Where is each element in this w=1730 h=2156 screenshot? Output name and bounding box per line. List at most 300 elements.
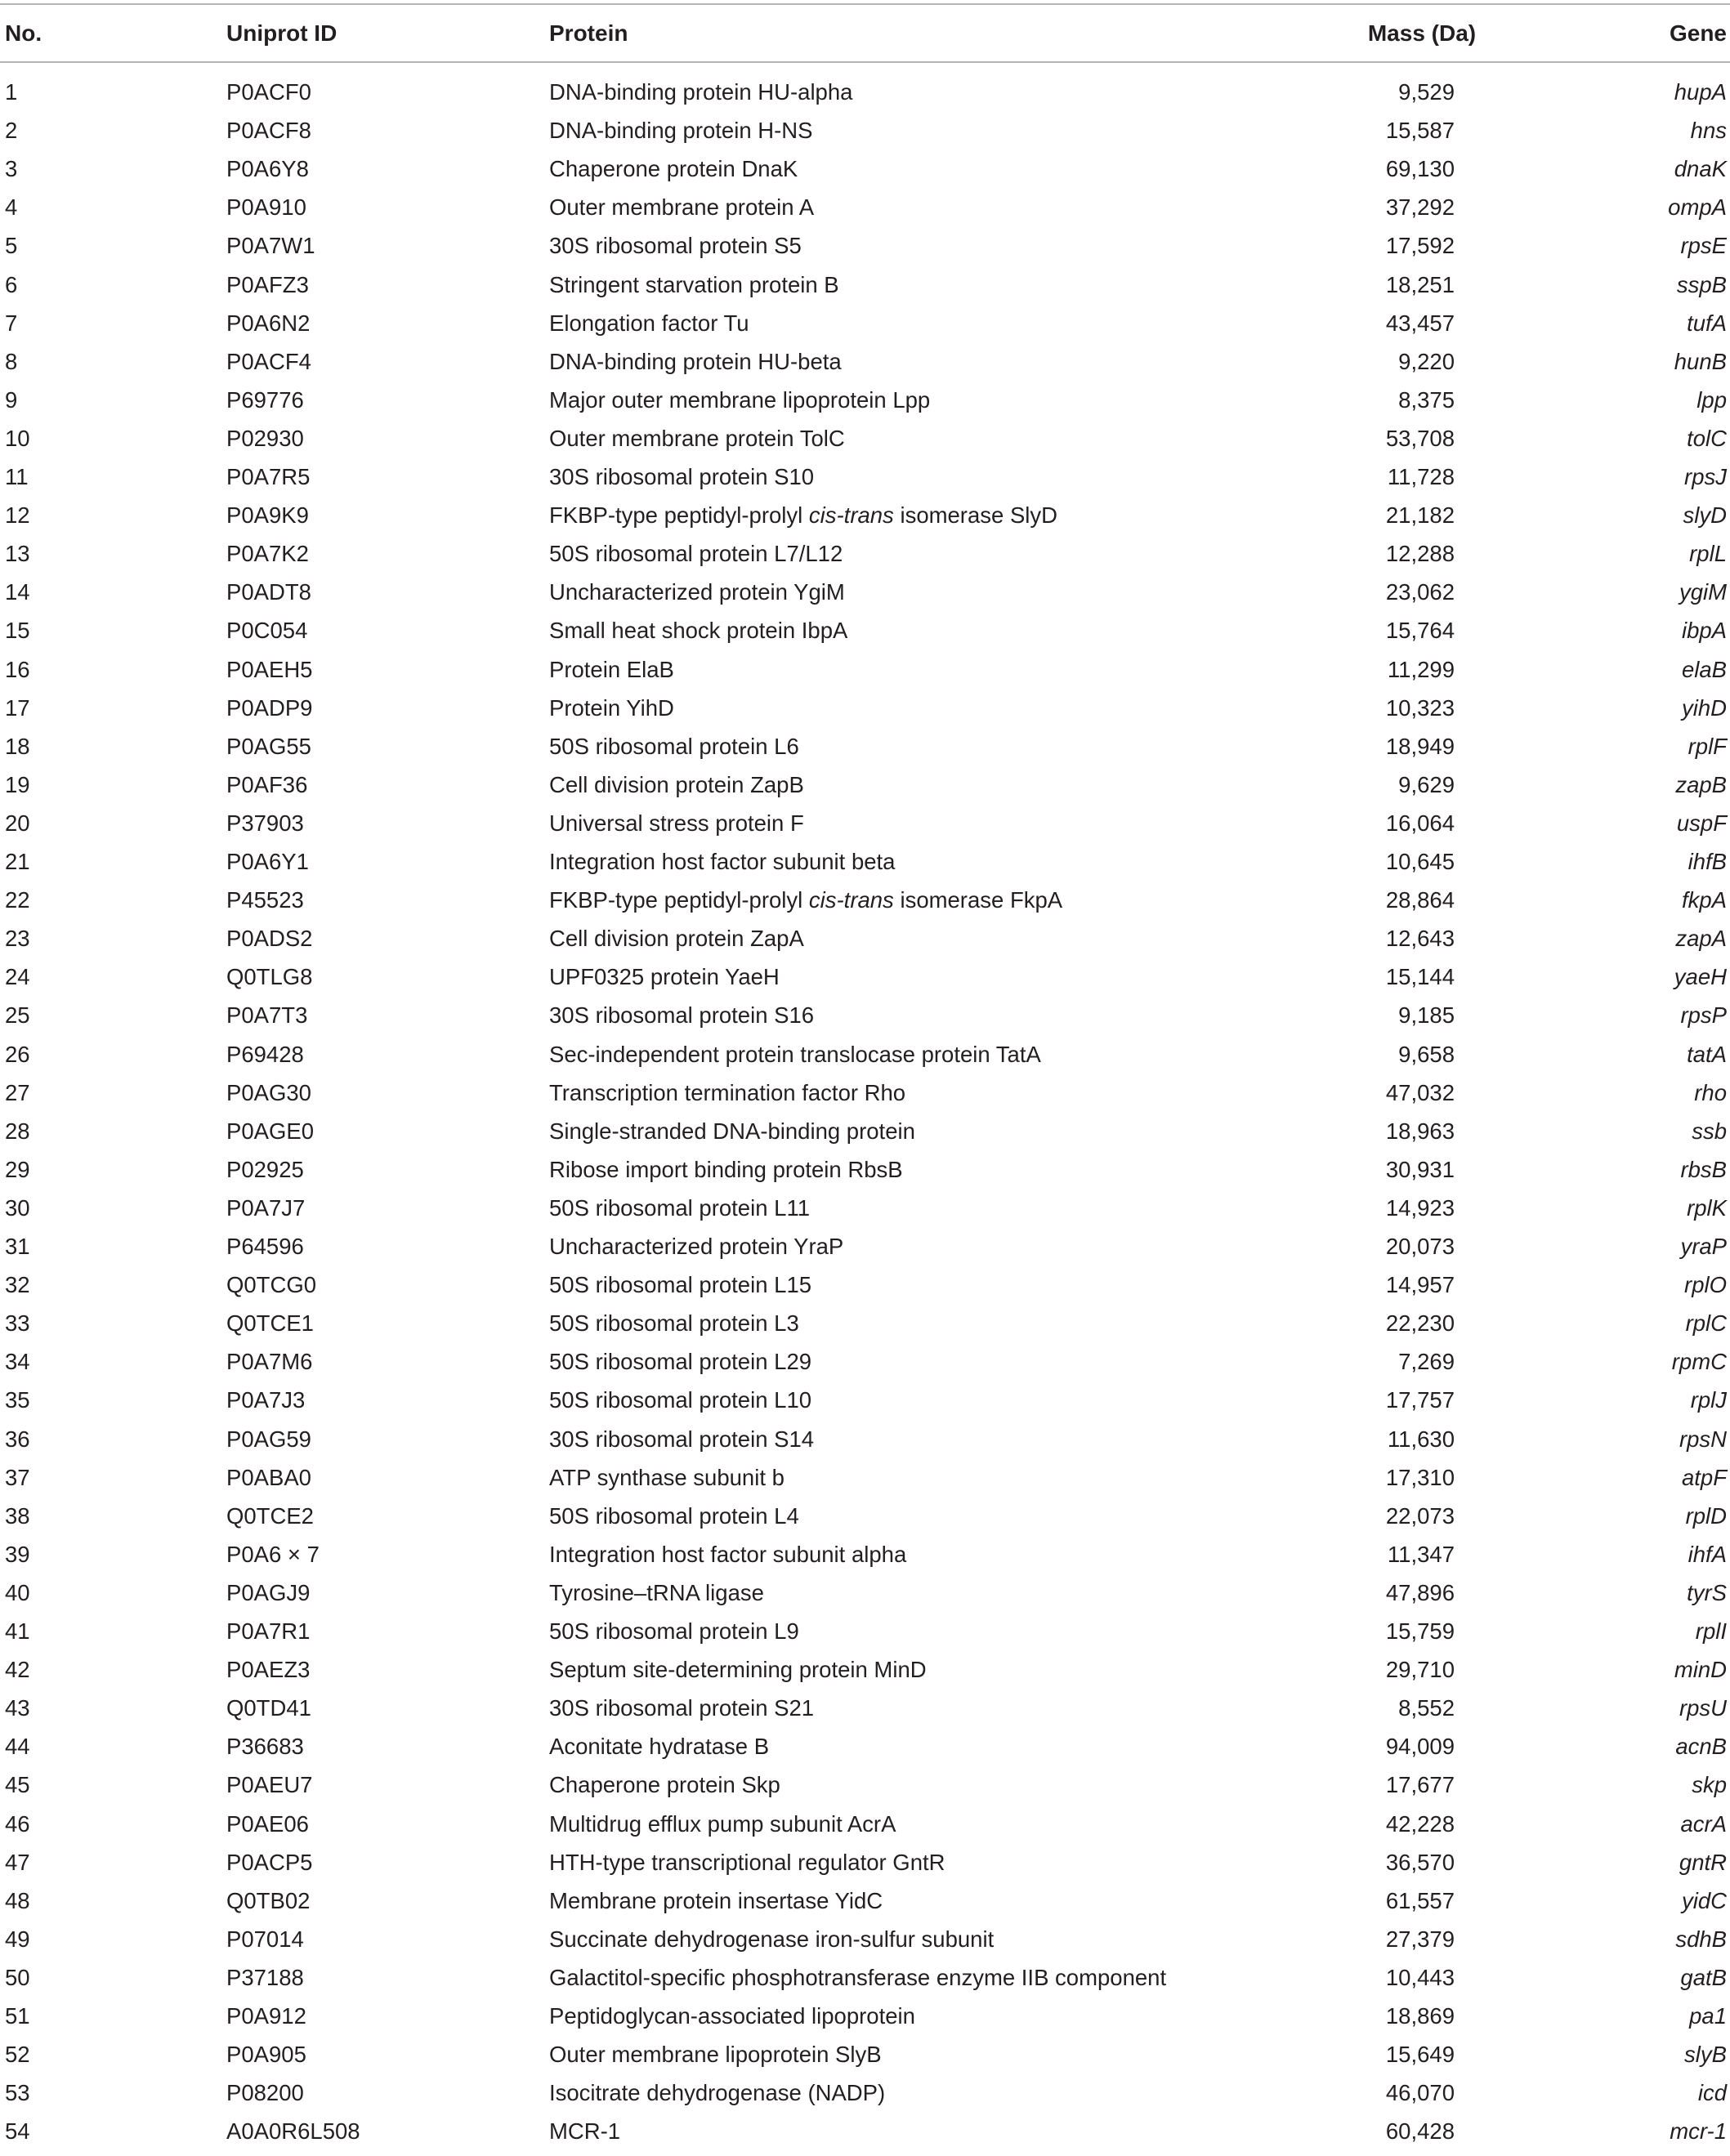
cell-no: 52: [5, 2042, 30, 2068]
cell-gene: sdhB: [1675, 1926, 1727, 1952]
cell-uniprot-id: P07014: [226, 1926, 304, 1952]
cell-gene: ompA: [1668, 194, 1727, 221]
cell-mass: 69,130: [1385, 156, 1455, 182]
cell-uniprot-id: P0A9K9: [226, 502, 309, 529]
table-row: [0, 1727, 1730, 1765]
cell-no: 12: [5, 502, 30, 529]
cell-uniprot-id: Q0TCE1: [226, 1310, 314, 1337]
cell-mass: 9,220: [1398, 348, 1455, 374]
cell-no: 14: [5, 579, 30, 605]
cell-gene: elaB: [1681, 656, 1727, 682]
cell-no: 6: [5, 271, 18, 297]
cell-gene: fkpA: [1681, 887, 1727, 913]
cell-mass: 10,323: [1385, 694, 1455, 721]
cell-gene: rplF: [1688, 733, 1727, 759]
cell-protein: Transcription termination factor Rho: [549, 1079, 906, 1105]
cell-gene: yraP: [1680, 1234, 1727, 1259]
table-row: [0, 1920, 1730, 1958]
cell-gene: hunB: [1674, 348, 1727, 374]
cell-protein: 30S ribosomal protein S21: [549, 1695, 815, 1721]
cell-gene: mcr-1: [1670, 2118, 1727, 2145]
cell-no: 24: [5, 964, 30, 990]
table-row: [0, 1535, 1730, 1573]
cell-uniprot-id: P37188: [226, 1964, 304, 1990]
cell-protein: Sec-independent protein translocase protein TatA: [549, 1041, 1041, 1067]
cell-no: 32: [5, 1272, 30, 1298]
cell-no: 40: [5, 1579, 30, 1605]
cell-mass: 17,677: [1385, 1772, 1455, 1798]
table-row: [0, 2112, 1730, 2150]
cell-no: 51: [5, 2003, 30, 2029]
cell-uniprot-id: Q0TLG8: [226, 964, 313, 990]
table-row: [0, 1497, 1730, 1535]
cell-uniprot-id: P0ADT8: [226, 579, 311, 605]
cell-mass: 10,443: [1385, 1964, 1455, 1990]
table-row: [0, 1843, 1730, 1881]
table-row: [0, 226, 1730, 265]
table-row: [0, 611, 1730, 649]
cell-gene: yaeH: [1674, 964, 1727, 990]
cell-gene: atpF: [1681, 1464, 1727, 1490]
cell-gene: pa1: [1689, 2003, 1727, 2029]
table-row: [0, 73, 1730, 111]
cell-gene: tatA: [1687, 1041, 1727, 1067]
cell-protein: Tyrosine–tRNA ligase: [549, 1579, 764, 1605]
table-row: [0, 766, 1730, 804]
cell-gene: ihfB: [1688, 849, 1727, 874]
cell-uniprot-id: P64596: [226, 1234, 304, 1259]
cell-no: 10: [5, 425, 30, 451]
cell-uniprot-id: P0A7J3: [226, 1387, 306, 1413]
cell-uniprot-id: P0AF36: [226, 771, 308, 797]
table-row: [0, 727, 1730, 766]
cell-mass: 17,592: [1385, 233, 1455, 259]
cell-uniprot-id: P02930: [226, 425, 304, 451]
cell-mass: 28,864: [1385, 887, 1455, 913]
cell-mass: 22,073: [1385, 1502, 1455, 1529]
cell-mass: 60,428: [1385, 2118, 1455, 2145]
cell-no: 2: [5, 118, 18, 144]
table-row: [0, 1112, 1730, 1150]
cell-gene: rpsP: [1680, 1002, 1727, 1029]
cell-no: 34: [5, 1349, 30, 1375]
cell-protein: Outer membrane lipoprotein SlyB: [549, 2042, 882, 2068]
cell-no: 26: [5, 1041, 30, 1067]
cell-protein: Universal stress protein F: [549, 810, 804, 836]
table-row: [0, 150, 1730, 188]
table-row: [0, 419, 1730, 458]
cell-uniprot-id: P69776: [226, 386, 304, 413]
table-row: [0, 1189, 1730, 1227]
cell-gene: ihfA: [1688, 1541, 1727, 1567]
header-gene: Gene: [1669, 20, 1727, 46]
cell-uniprot-id: P0AGE0: [226, 1118, 315, 1144]
header-no: No.: [5, 20, 42, 46]
cell-mass: 9,629: [1398, 771, 1455, 797]
table-row: [0, 1997, 1730, 2035]
cell-protein: HTH-type transcriptional regulator GntR: [549, 1849, 945, 1875]
cell-no: 18: [5, 733, 30, 759]
cell-mass: 15,759: [1385, 1618, 1455, 1644]
cell-uniprot-id: P0AG30: [226, 1079, 311, 1105]
cell-mass: 8,552: [1398, 1695, 1455, 1721]
cell-no: 37: [5, 1464, 30, 1490]
cell-no: 41: [5, 1618, 30, 1644]
cell-no: 28: [5, 1118, 30, 1144]
table-header-row: [0, 13, 1730, 54]
cell-uniprot-id: P0A7R1: [226, 1618, 311, 1644]
cell-uniprot-id: P37903: [226, 810, 304, 836]
table-row: [0, 1265, 1730, 1304]
cell-no: 42: [5, 1657, 30, 1683]
cell-protein: Single-stranded DNA-binding protein: [549, 1118, 915, 1144]
cell-uniprot-id: P0A6Y8: [226, 156, 309, 182]
cell-mass: 18,251: [1385, 271, 1455, 297]
cell-mass: 7,269: [1398, 1349, 1455, 1375]
cell-uniprot-id: P36683: [226, 1734, 304, 1760]
cell-gene: yidC: [1681, 1887, 1727, 1913]
cell-gene: acnB: [1675, 1734, 1727, 1760]
cell-gene: rpmC: [1671, 1349, 1727, 1375]
cell-no: 33: [5, 1310, 30, 1337]
cell-protein: 50S ribosomal protein L6: [549, 733, 799, 759]
cell-protein: Aconitate hydratase B: [549, 1734, 770, 1760]
table-row: [0, 2073, 1730, 2112]
table-row: [0, 266, 1730, 304]
cell-no: 38: [5, 1502, 30, 1529]
cell-mass: 61,557: [1385, 1887, 1455, 1913]
cell-no: 46: [5, 1810, 30, 1837]
cell-mass: 14,957: [1385, 1272, 1455, 1298]
cell-uniprot-id: P0ACF8: [226, 118, 311, 144]
cell-no: 4: [5, 194, 18, 221]
cell-gene: rplI: [1695, 1618, 1727, 1644]
cell-mass: 46,070: [1385, 2080, 1455, 2106]
cell-protein: 30S ribosomal protein S5: [549, 233, 802, 259]
cell-protein: Elongation factor Tu: [549, 310, 749, 336]
cell-no: 43: [5, 1695, 30, 1721]
cell-uniprot-id: P0A6N2: [226, 310, 311, 336]
cell-protein: Small heat shock protein IbpA: [549, 618, 848, 644]
cell-no: 17: [5, 694, 30, 721]
cell-uniprot-id: P0AEZ3: [226, 1657, 311, 1683]
table-row: [0, 534, 1730, 573]
cell-mass: 11,347: [1387, 1541, 1455, 1567]
cell-protein: Membrane protein insertase YidC: [549, 1887, 883, 1913]
cell-mass: 20,073: [1385, 1234, 1455, 1259]
cell-uniprot-id: P0AG59: [226, 1426, 311, 1452]
cell-gene: sspB: [1676, 271, 1727, 297]
table-row: [0, 381, 1730, 419]
header-mass: Mass (Da): [1367, 20, 1477, 46]
cell-uniprot-id: P0ABA0: [226, 1464, 311, 1490]
cell-no: 11: [5, 464, 29, 489]
cell-gene: dnaK: [1674, 156, 1727, 182]
cell-mass: 12,288: [1385, 541, 1455, 567]
cell-protein: FKBP-type peptidyl-prolyl cis-trans isomerase FkpA: [549, 887, 1063, 913]
cell-protein: Succinate dehydrogenase iron-sulfur subunit: [549, 1926, 995, 1952]
cell-no: 20: [5, 810, 30, 836]
cell-no: 9: [5, 386, 18, 413]
cell-protein: Septum site-determining protein MinD: [549, 1657, 927, 1683]
cell-protein: 50S ribosomal protein L4: [549, 1502, 799, 1529]
cell-no: 36: [5, 1426, 30, 1452]
cell-uniprot-id: P0AFZ3: [226, 271, 309, 297]
table-header-rule: [0, 61, 1730, 63]
cell-no: 7: [5, 310, 18, 336]
cell-mass: 11,299: [1387, 656, 1455, 682]
cell-uniprot-id: P0AG55: [226, 733, 311, 759]
table-row: [0, 1035, 1730, 1074]
cell-gene: rbsB: [1680, 1156, 1727, 1182]
cell-protein: 50S ribosomal protein L11: [549, 1194, 810, 1221]
cell-gene: tolC: [1687, 425, 1727, 451]
cell-protein: 30S ribosomal protein S16: [549, 1002, 815, 1029]
cell-mass: 47,896: [1385, 1579, 1455, 1605]
cell-gene: zapB: [1675, 771, 1727, 797]
table-row: [0, 1342, 1730, 1381]
cell-no: 39: [5, 1541, 30, 1567]
cell-gene: rplO: [1684, 1272, 1727, 1298]
cell-gene: rho: [1694, 1079, 1727, 1105]
cell-protein: Stringent starvation protein B: [549, 271, 839, 297]
cell-no: 1: [5, 79, 18, 105]
cell-mass: 43,457: [1385, 310, 1455, 336]
cell-protein: 50S ribosomal protein L9: [549, 1618, 799, 1644]
cell-no: 3: [5, 156, 18, 182]
table-row: [0, 1612, 1730, 1650]
header-protein: Protein: [549, 20, 628, 46]
table-row: [0, 1765, 1730, 1804]
cell-protein: 50S ribosomal protein L10: [549, 1387, 812, 1413]
cell-protein: 30S ribosomal protein S10: [549, 464, 815, 489]
cell-uniprot-id: P0A7T3: [226, 1002, 308, 1029]
cell-no: 25: [5, 1002, 30, 1029]
table-row: [0, 1304, 1730, 1342]
table-row: [0, 957, 1730, 996]
cell-mass: 9,529: [1398, 79, 1455, 105]
cell-uniprot-id: P02925: [226, 1156, 304, 1182]
table-row: [0, 1805, 1730, 1843]
cell-uniprot-id: Q0TD41: [226, 1695, 311, 1721]
cell-mass: 16,064: [1385, 810, 1455, 836]
cell-uniprot-id: P0A7J7: [226, 1194, 306, 1221]
cell-no: 50: [5, 1964, 30, 1990]
cell-gene: yihD: [1681, 694, 1727, 721]
cell-uniprot-id: P0A7W1: [226, 233, 315, 259]
cell-gene: hns: [1690, 118, 1727, 144]
cell-uniprot-id: P69428: [226, 1041, 304, 1067]
cell-gene: skp: [1692, 1772, 1727, 1798]
cell-uniprot-id: P0AE06: [226, 1810, 309, 1837]
cell-mass: 11,630: [1387, 1426, 1455, 1452]
cell-uniprot-id: P08200: [226, 2080, 304, 2106]
table-row: [0, 804, 1730, 842]
cell-uniprot-id: P0ACF0: [226, 79, 311, 105]
table-row: [0, 2035, 1730, 2073]
cell-protein: 30S ribosomal protein S14: [549, 1426, 815, 1452]
cell-mass: 10,645: [1385, 849, 1455, 874]
cell-mass: 17,757: [1385, 1387, 1455, 1413]
cell-gene: hupA: [1674, 79, 1727, 105]
cell-uniprot-id: P0A6 × 7: [226, 1541, 320, 1567]
cell-no: 8: [5, 348, 18, 374]
cell-mass: 29,710: [1385, 1657, 1455, 1683]
table-row: [0, 1381, 1730, 1419]
cell-protein: Outer membrane protein A: [549, 194, 815, 221]
cell-protein: Ribose import binding protein RbsB: [549, 1156, 903, 1182]
cell-gene: minD: [1674, 1657, 1727, 1683]
cell-gene: rplK: [1687, 1194, 1727, 1221]
cell-protein: MCR-1: [549, 2118, 621, 2145]
cell-protein: Uncharacterized protein YraP: [549, 1234, 844, 1259]
cell-protein: DNA-binding protein H-NS: [549, 118, 813, 144]
cell-gene: rplJ: [1690, 1387, 1727, 1413]
cell-no: 53: [5, 2080, 30, 2106]
cell-uniprot-id: P0A6Y1: [226, 849, 309, 874]
cell-uniprot-id: P0AEU7: [226, 1772, 313, 1798]
cell-mass: 23,062: [1385, 579, 1455, 605]
cell-gene: slyB: [1684, 2042, 1727, 2068]
cell-protein: Cell division protein ZapB: [549, 771, 804, 797]
cell-protein: 50S ribosomal protein L29: [549, 1349, 812, 1375]
cell-uniprot-id: Q0TCG0: [226, 1272, 317, 1298]
cell-protein: Protein ElaB: [549, 656, 674, 682]
cell-protein: DNA-binding protein HU-alpha: [549, 79, 853, 105]
cell-protein: Major outer membrane lipoprotein Lpp: [549, 386, 931, 413]
cell-mass: 18,963: [1385, 1118, 1455, 1144]
table-row: [0, 1650, 1730, 1689]
table-row: [0, 1074, 1730, 1112]
cell-mass: 12,643: [1385, 926, 1455, 952]
cell-gene: gntR: [1679, 1849, 1727, 1875]
cell-mass: 42,228: [1385, 1810, 1455, 1837]
cell-mass: 94,009: [1385, 1734, 1455, 1760]
italic-term: cis-trans: [808, 887, 894, 913]
table-row: [0, 304, 1730, 342]
cell-protein: 50S ribosomal protein L3: [549, 1310, 799, 1337]
table-row: [0, 842, 1730, 881]
cell-gene: rpsN: [1679, 1426, 1727, 1452]
table-row: [0, 496, 1730, 534]
cell-uniprot-id: P45523: [226, 887, 304, 913]
cell-mass: 18,869: [1385, 2003, 1455, 2029]
table-row: [0, 342, 1730, 381]
cell-uniprot-id: P0A912: [226, 2003, 306, 2029]
cell-protein: Protein YihD: [549, 694, 674, 721]
table-row: [0, 458, 1730, 496]
cell-mass: 53,708: [1385, 425, 1455, 451]
cell-no: 29: [5, 1156, 30, 1182]
cell-gene: ygiM: [1679, 579, 1727, 605]
table-row: [0, 1573, 1730, 1612]
cell-mass: 15,649: [1385, 2042, 1455, 2068]
cell-gene: ibpA: [1681, 618, 1727, 644]
cell-no: 44: [5, 1734, 30, 1760]
cell-uniprot-id: P0A7R5: [226, 464, 311, 489]
table-row: [0, 573, 1730, 611]
cell-mass: 27,379: [1385, 1926, 1455, 1952]
cell-no: 23: [5, 926, 30, 952]
cell-no: 31: [5, 1234, 30, 1259]
cell-mass: 9,658: [1398, 1041, 1455, 1067]
cell-gene: rpsU: [1679, 1695, 1727, 1721]
table-row: [0, 881, 1730, 919]
cell-no: 45: [5, 1772, 30, 1798]
cell-protein: Galactitol-specific phosphotransferase enzyme IIB component: [549, 1964, 1167, 1990]
cell-no: 35: [5, 1387, 30, 1413]
cell-mass: 8,375: [1398, 386, 1455, 413]
cell-no: 47: [5, 1849, 30, 1875]
cell-gene: rplD: [1685, 1502, 1727, 1529]
cell-gene: tyrS: [1687, 1579, 1727, 1605]
table-row: [0, 1458, 1730, 1497]
cell-protein: Multidrug efflux pump subunit AcrA: [549, 1810, 896, 1837]
cell-uniprot-id: P0A7M6: [226, 1349, 313, 1375]
cell-protein: DNA-binding protein HU-beta: [549, 348, 842, 374]
cell-gene: slyD: [1683, 502, 1727, 529]
header-uniprot-id: Uniprot ID: [226, 20, 338, 46]
cell-mass: 21,182: [1385, 502, 1455, 529]
cell-mass: 15,144: [1385, 964, 1455, 990]
table-top-rule: [0, 3, 1730, 5]
cell-mass: 47,032: [1385, 1079, 1455, 1105]
cell-gene: gatB: [1680, 1964, 1727, 1990]
cell-no: 49: [5, 1926, 30, 1952]
table-row: [0, 1227, 1730, 1265]
cell-no: 19: [5, 771, 30, 797]
cell-mass: 9,185: [1398, 1002, 1455, 1029]
cell-gene: zapA: [1675, 926, 1727, 952]
cell-protein: 50S ribosomal protein L7/L12: [549, 541, 843, 567]
cell-uniprot-id: P0ACP5: [226, 1849, 313, 1875]
cell-gene: rplC: [1685, 1310, 1727, 1337]
cell-uniprot-id: Q0TCE2: [226, 1502, 314, 1529]
cell-no: 13: [5, 541, 30, 567]
cell-protein: UPF0325 protein YaeH: [549, 964, 780, 990]
cell-mass: 15,587: [1385, 118, 1455, 144]
cell-uniprot-id: P0ADS2: [226, 926, 313, 952]
cell-protein: Peptidoglycan-associated lipoprotein: [549, 2003, 915, 2029]
cell-protein: Isocitrate dehydrogenase (NADP): [549, 2080, 886, 2106]
table-row: [0, 996, 1730, 1034]
cell-gene: rplL: [1689, 541, 1727, 567]
cell-mass: 11,728: [1387, 464, 1455, 489]
cell-uniprot-id: P0AEH5: [226, 656, 313, 682]
cell-protein: Cell division protein ZapA: [549, 926, 804, 952]
cell-gene: tufA: [1687, 310, 1727, 336]
cell-uniprot-id: Q0TB02: [226, 1887, 311, 1913]
cell-mass: 36,570: [1385, 1849, 1455, 1875]
cell-mass: 15,764: [1385, 618, 1455, 644]
cell-uniprot-id: P0A905: [226, 2042, 306, 2068]
cell-uniprot-id: A0A0R6L508: [226, 2118, 360, 2145]
table-row: [0, 188, 1730, 226]
cell-gene: lpp: [1696, 386, 1727, 413]
cell-no: 22: [5, 887, 30, 913]
cell-uniprot-id: P0ADP9: [226, 694, 313, 721]
cell-gene: rpsJ: [1684, 464, 1727, 489]
cell-protein: ATP synthase subunit b: [549, 1464, 785, 1490]
cell-gene: uspF: [1676, 810, 1727, 836]
cell-mass: 14,923: [1385, 1194, 1455, 1221]
cell-no: 30: [5, 1194, 30, 1221]
cell-protein: 50S ribosomal protein L15: [549, 1272, 812, 1298]
cell-mass: 37,292: [1385, 194, 1455, 221]
cell-uniprot-id: P0C054: [226, 618, 308, 644]
cell-protein: FKBP-type peptidyl-prolyl cis-trans isomerase SlyD: [549, 502, 1058, 529]
table-row: [0, 111, 1730, 150]
